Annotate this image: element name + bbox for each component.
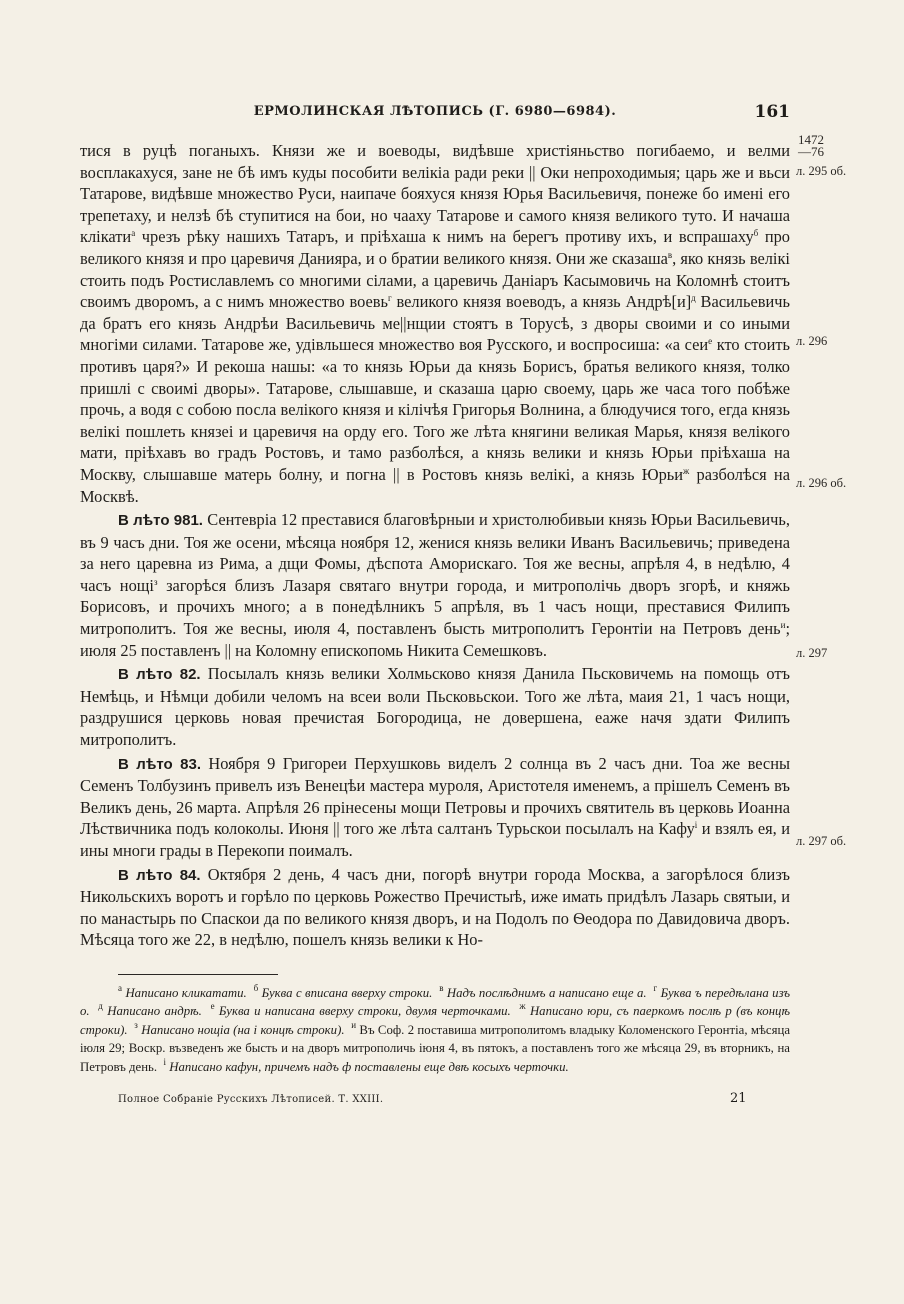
margin-year-range [798,134,902,158]
chronicle-text [80,140,790,951]
page-header [80,104,790,128]
series-title: Полное Собраніе Русскихъ Лѣтописей. Т. XXIII. [118,1094,384,1105]
entry-year: В лѣто 83. [118,755,201,773]
chronicle-entry-983: В лѣто 83. Ноября 9 Григореи Перхушковь виделъ 2 солнца въ 2 часъ дни. Тоа же весны Семенъ Толбузинъ привелъ изъ Венецѣи мастера муроля, Аристотеля именемъ, а прішелъ Семенъ въ Великъ день, 26 марта. Апрѣля 26 прінесены мощи Петровы и прочихъ святитель въ церковь Иоанна Лѣствичника подъ колоколы. Июня || того же лѣта салтанъ Турьскои посылалъ на Кафу$^і$ и взялъ ея, и ины многи грады в Перекопи поималъ. [80,753,790,860]
margin-folio-note: л. 297 [796,646,828,660]
margin-folio-note: л. 297 об. [796,834,847,848]
margin-folio-note: л. 295 об. [796,164,847,178]
chronicle-entry-981: В лѣто 981. Сентевріа 12 преставися благовѣрныи и христолюбивыи князь Юрьи Васильевичь, въ 9 часъ дни. Тоя же осени, мѣсяца ноября 12, женися князь велики Иванъ Васильевичь; приведена за него царевна из Рима, а дщи Фомы, дѣспота Аморискаго. Тоя же весны, апрѣля 4, в недѣлю, 4 часъ нощі$^з$ загорѣся близъ Лазаря святаго внутри города, и митрополічь дворъ згорѣ, и княжь Борисовъ, и прочихъ много; а в понедѣлникъ 5 апрѣля, въ 1 часъ нощи, преставися Филипъ митрополитъ. Тоя же весны, июля 4, поставленъ бысть митрополитъ Геронтіи на Петровъ день$^и$; июля 25 поставленъ || на Коломну епископомь Никита Семешковъ. [80,510,790,660]
chronicle-entry-982: В лѣто 82. Посылалъ князь велики Холмьсково князя Данила Пьсковичемь на помощь отъ Немѣць, и Нѣмци добили челомъ на всеи воли Пьсковьскои. Того же лѣта, маия 21, 1 часъ нощи, раздрушися церковь новая пречистая Богородица, не довершена, еаже начя здати Филипъ митрополитъ. [80,664,790,750]
entry-year: В лѣто 981. [118,512,203,530]
signature-number: 21 [730,1091,747,1106]
margin-folio-note: л. 296 [796,334,828,348]
margin-year-top: 1472 [798,132,824,147]
footnote-divider [118,974,278,975]
page-footer [80,1091,790,1114]
entry-year: В лѣто 82. [118,666,201,684]
running-title: ЕРМОЛИНСКАЯ ЛѢТОПИСЬ (Г. 6980—6984). [253,104,617,119]
entry-year: В лѣто 84. [118,866,201,884]
chronicle-entry-984: В лѣто 84. Октября 2 день, 4 часъ дни, погорѣ внутри города Москва, а загорѣлося близъ Никольскихъ воротъ и горѣло по церковь Рожество Пречистыѣ, иже имать придѣлъ Лазарь святыи, и по манастырь по Спаскои да по великого князя дворъ, и на Подолъ по Ѳеодора по Давидовича дворъ. Мѣсяца того же 22, в недѣлю, пошелъ князь велики к Но- [80,864,790,950]
margin-folio-note: л. 296 об. [796,476,847,490]
paragraph-continuation: тися в руцѣ поганыхъ. Князи же и воеводы, видѣвше христіяньство погибаемо, и велми восплакахуся, зане не бѣ имъ куды пособити велікіа ради реки || Оки непроходимыя; царь же и вьси Татарове, видѣвше множество Руси, наипаче бояхуся князя Юрья Васильевичя, понеже бо имені его трепетаху, и нелзѣ бѣ ступитися на бои, но чааху Татарове и самого князя великого туто. И начаша клікати$^а$ чрезъ рѣку нашихъ Татаръ, и пріѣхаша к нимъ на берегъ противу ихъ, и вспрашаху$^б$ про великого князя и про царевичя Данияра, и о братии великого князя. Они же сказаша$^в$, яко князь велікі стоить подъ Ростиславлемъ со многими сілами, а царевичь Даніаръ Касымовичь на Коломнѣ стоитъ своимъ дворомъ, а с нимъ множество воевь$^г$ великого князя воеводъ, а князь $Андрѣ[и]^д$ Васильевичь да братъ его князь Андрѣи Васильевичь ме||нщии стоятъ в Торусѣ, з дворы своими и со иными многіми силами. Татарове же, удівльшеся множество воя Русского, и воспросиша: «а сеи$^е$ кто стоить противъ царя?» И рекоша нашы: «а то князь Юрьи да князь Борисъ, братья великого князя, толко пришлі с своимі дворы». Татарове, слышавше, и сказаша царю своему, царь же часа того побѣже прочь, а водя с собою посла велікого князя и кілічѣя Григорья Волнина, а блюдучися того, егда князь велікі пошлеть князеі и царевичя на орду его. Того же лѣта княгини великая Марья, князя велікого мати, пріѣхавъ во градъ Ростовъ, и тамо разболѣся, а князь велики и князь Юрьи пріѣхаша на Москву, слышавше матерь болну, и погна || в Ростовъ князь велікі, а князь Юрьи$^ж$ разболѣся на Москвѣ. [80,141,790,506]
margin-year-bottom: —76 [798,144,824,159]
page-number: 161 [754,102,790,122]
footnotes [80,984,790,1076]
footnote-block: $^а$ Написано кликатати. $^б$ Буква с вписана вверху строки. $^в$ Надъ послѣднимъ а написано еще а. $^г$ Буква ъ передѣлана изъ о. $^д$ Написано андрѣ. $^е$ Буква и написана вверху строки, двумя черточками. $^ж$ Написано юри, съ паеркомъ послѣ р (въ концѣ строки). $^з$ Написано нощіа (на і концѣ строки). $^и$ Въ Соф. 2 поставиша митрополитомъ владыку Коломенского Геронтіа, мѣсяца іюля 29; Воскр. възведенъ же бысть и на дворъ митрополичь іюня 4, въ пятокъ, а поставленъ того же мѣсяца 29, въ вторникъ, на Петровъ день. $^і$ Написано кафун, причемъ надъ ф поставлены еще двѣ косыхъ черточки. [80,983,791,1074]
